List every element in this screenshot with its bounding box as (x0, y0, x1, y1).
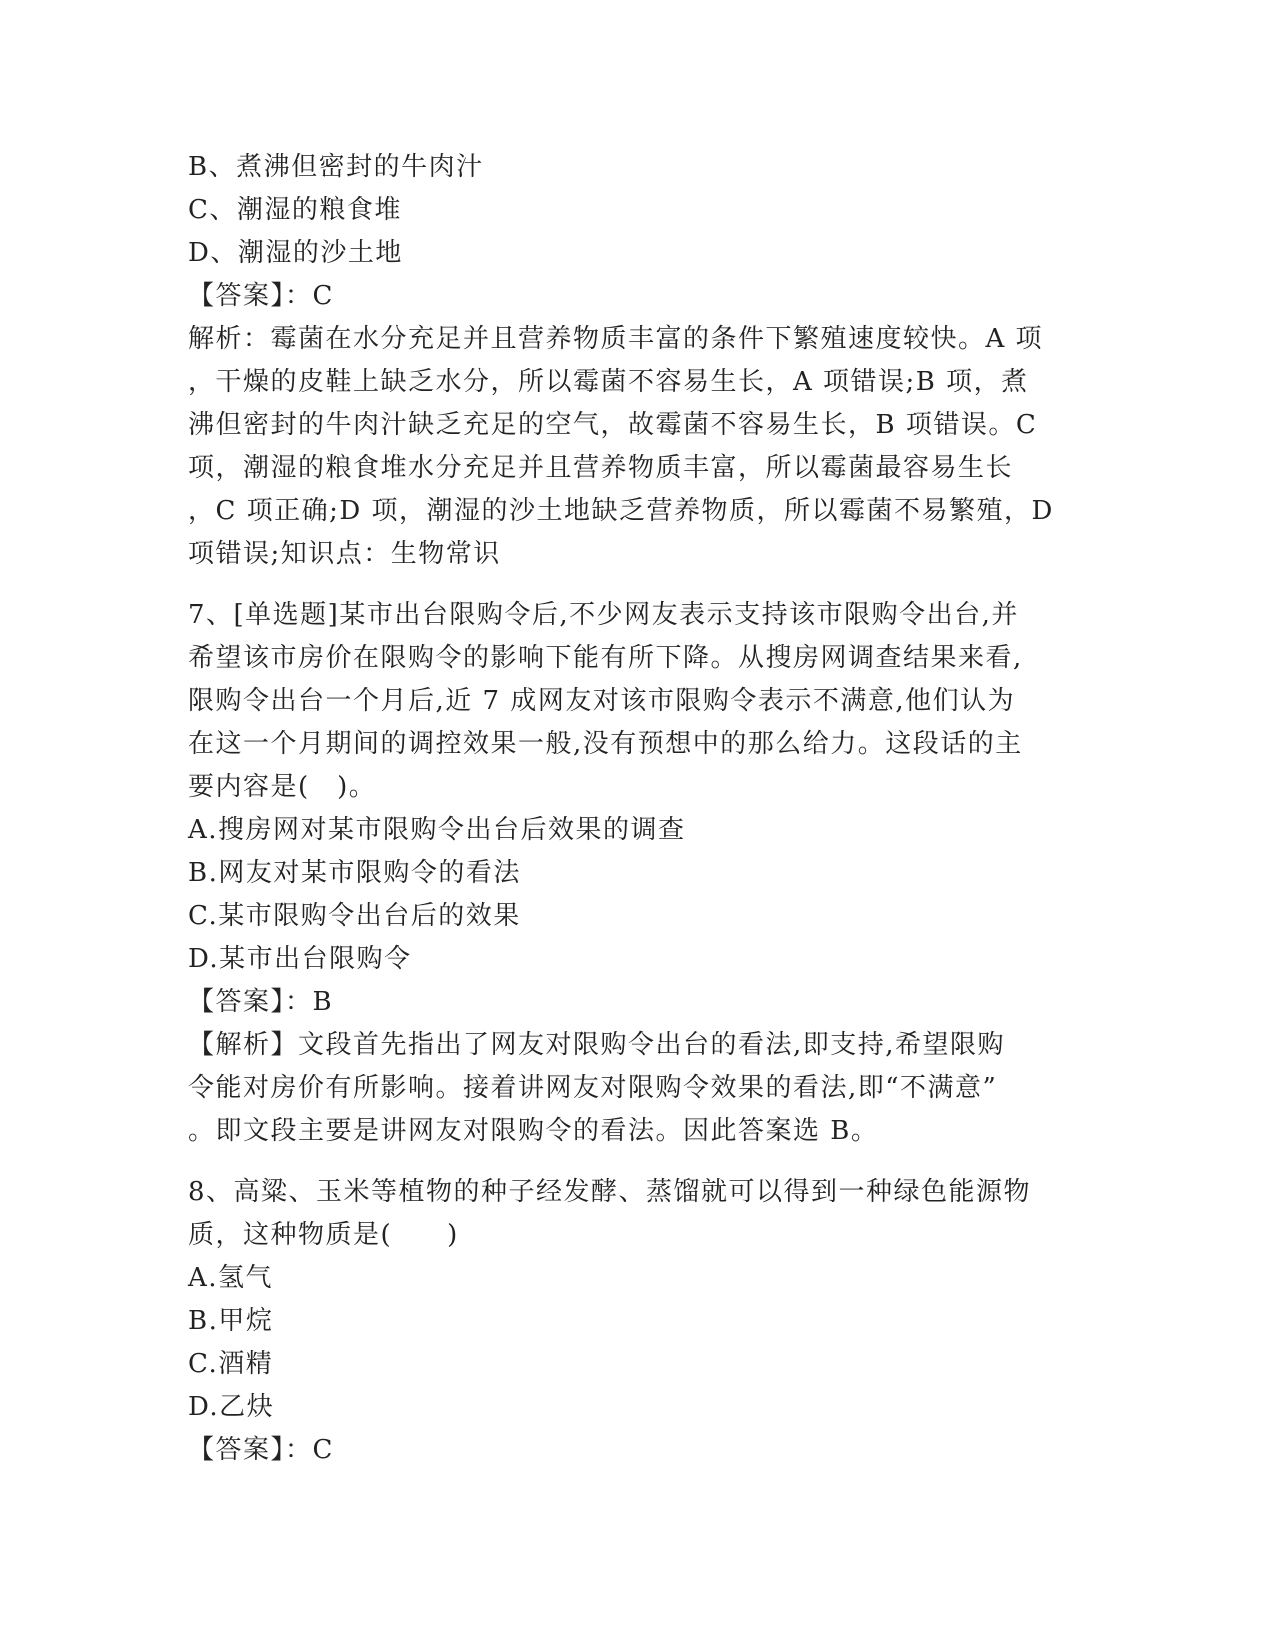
analysis-line: 。即文段主要是讲网友对限购令的看法。因此答案选 B。 (188, 1116, 879, 1146)
answer-line: 【答案】：C (188, 1435, 334, 1465)
option-c: C.酒精 (188, 1349, 274, 1379)
option-d: D.乙炔 (188, 1392, 275, 1422)
option-c: C.某市限购令出台后的效果 (188, 901, 521, 931)
question-stem-line: 限购令出台一个月后,近 7 成网友对该市限购令表示不满意,他们认为 (188, 686, 1016, 716)
option-b: B.网友对某市限购令的看法 (188, 858, 521, 888)
option-b: B.甲烷 (188, 1306, 274, 1336)
question-8 (188, 1171, 1088, 1472)
question-stem-line: 8、高粱、玉米等植物的种子经发酵、蒸馏就可以得到一种绿色能源物 (188, 1177, 1032, 1207)
document-body (188, 146, 1088, 1472)
analysis-line: 【解析】文段首先指出了网友对限购令出台的看法,即支持,希望限购 (188, 1030, 1006, 1060)
option-b: B、煮沸但密封的牛肉汁 (188, 152, 484, 182)
option-d: D、潮湿的沙土地 (188, 238, 403, 268)
question-6-tail (188, 146, 1088, 576)
question-7 (188, 594, 1088, 1153)
answer-line: 【答案】：C (188, 281, 334, 311)
option-c: C、潮湿的粮食堆 (188, 195, 402, 225)
question-stem-line: 7、[单选题]某市出台限购令后,不少网友表示支持该市限购令出台,并 (188, 600, 1019, 630)
option-d: D.某市出台限购令 (188, 944, 412, 974)
answer-line: 【答案】：B (188, 987, 334, 1017)
analysis-line: 解析：霉菌在水分充足并且营养物质丰富的条件下繁殖速度较快。A 项 (188, 324, 1044, 354)
option-a: A.搜房网对某市限购令出台后效果的调查 (188, 815, 686, 845)
analysis-line: 令能对房价有所影响。接着讲网友对限购令效果的看法,即“不满意” (188, 1073, 998, 1103)
analysis-line: ，C 项正确;D 项，潮湿的沙土地缺乏营养物质，所以霉菌不易繁殖，D (188, 496, 1054, 526)
question-stem-line: 质，这种物质是( ) (188, 1220, 459, 1250)
analysis-line: ，干燥的皮鞋上缺乏水分，所以霉菌不容易生长，A 项错误;B 项，煮 (188, 367, 1029, 397)
option-a: A.氢气 (188, 1263, 274, 1293)
analysis-line: 项，潮湿的粮食堆水分充足并且营养物质丰富，所以霉菌最容易生长 (188, 453, 1014, 483)
question-stem-line: 在这一个月期间的调控效果一般,没有预想中的那么给力。这段话的主 (188, 729, 1023, 759)
question-stem-line: 希望该市房价在限购令的影响下能有所下降。从搜房网调查结果来看, (188, 643, 1023, 673)
analysis-line: 项错误;知识点：生物常识 (188, 539, 501, 569)
question-stem-line: 要内容是( )。 (188, 772, 377, 802)
analysis-line: 沸但密封的牛肉汁缺乏充足的空气，故霉菌不容易生长，B 项错误。C (188, 410, 1038, 440)
